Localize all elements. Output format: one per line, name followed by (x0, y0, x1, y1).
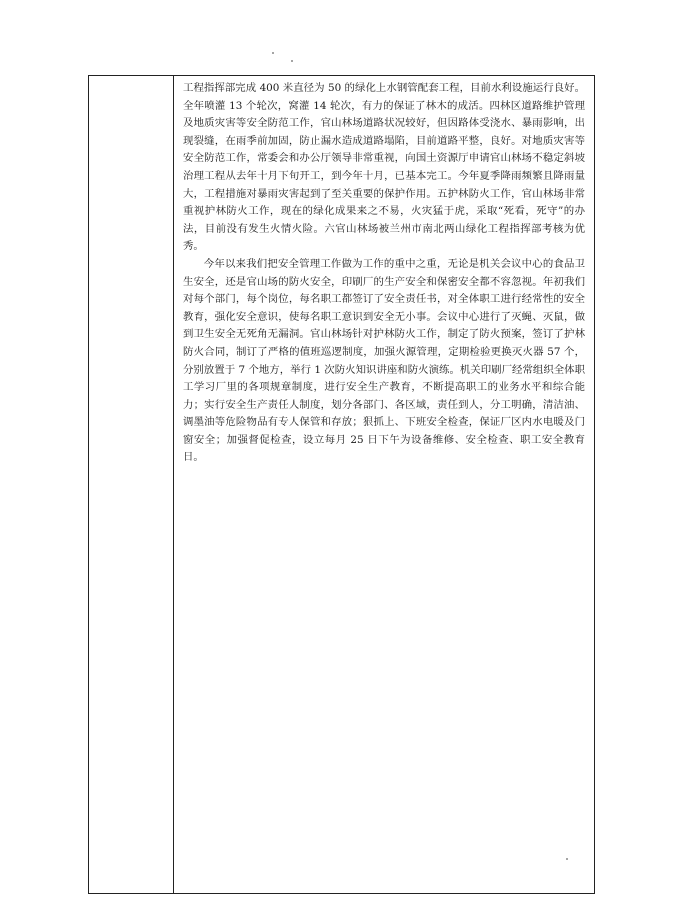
paragraph-forestry-work: 工程指挥部完成 400 米直径为 50 的绿化上水钢管配套工程，目前水利设施运行良好。全年喷灌 13 个轮次，窝灌 14 轮次，有力的保证了林木的成活。四林区道路维护管理及地质灾害等安全防范工作，官山林场道路状况较好，但因路体受浇水、暴雨影响，出现裂缝，在雨季前加固，防止漏水造成道路塌陷，目前道路平整，良好。对地质灾害等安全防范工作，常委会和办公厅领导非常重视，向国土资源厅申请官山林场不稳定斜坡治理工程从去年十月下旬开工，到今年十月，已基本完工。今年夏季降雨频繁且降雨量大，工程措施对暴雨灾害起到了至关重要的保护作用。五护林防火工作，官山林场非常重视护林防火工作，现在的绿化成果来之不易，火灾猛于虎，采取“死看，死守”的办法，目前没有发生火情火险。六官山林场被兰州市南北两山绿化工程指挥部考核为优秀。 (183, 82, 585, 253)
report-body-text (183, 80, 585, 467)
scan-speck (272, 52, 274, 54)
table-column-divider (173, 76, 174, 893)
scan-speck (291, 60, 293, 62)
paragraph-safety-management: 今年以来我们把安全管理工作做为工作的重中之重，无论是机关会议中心的食品卫生安全，还是官山场的防火安全，印刷厂的生产安全和保密安全都不容忽视。年初我们对每个部门，每个岗位，每名职工都签订了安全责任书，对全体职工进行经常性的安全教育，强化安全意识，使每名职工意识到安全无小事。会议中心进行了灭蝇、灭鼠，做到卫生安全无死角无漏洞。官山林场针对护林防火工作，制定了防火预案，签订了护林防火合同，制订了严格的值班巡逻制度，加强火源管理，定期检验更换灭火器 57 个，分别放置于 7 个地方，举行 1 次防火知识讲座和防火演练。机关印刷厂经常组织全体职工学习厂里的各项规章制度，进行安全生产教育，不断提高职工的业务水平和综合能力；实行安全生产责任人制度，划分各部门、各区域，责任到人，分工明确，清洁油、调墨油等危险物品有专人保管和存放；狠抓上、下班安全检查，保证厂区内水电暖及门窗安全；加强督促检查，设立每月 25 日下午为设备维修、安全检查、职工安全教育日。 (183, 257, 585, 464)
form-table-frame (88, 75, 595, 894)
